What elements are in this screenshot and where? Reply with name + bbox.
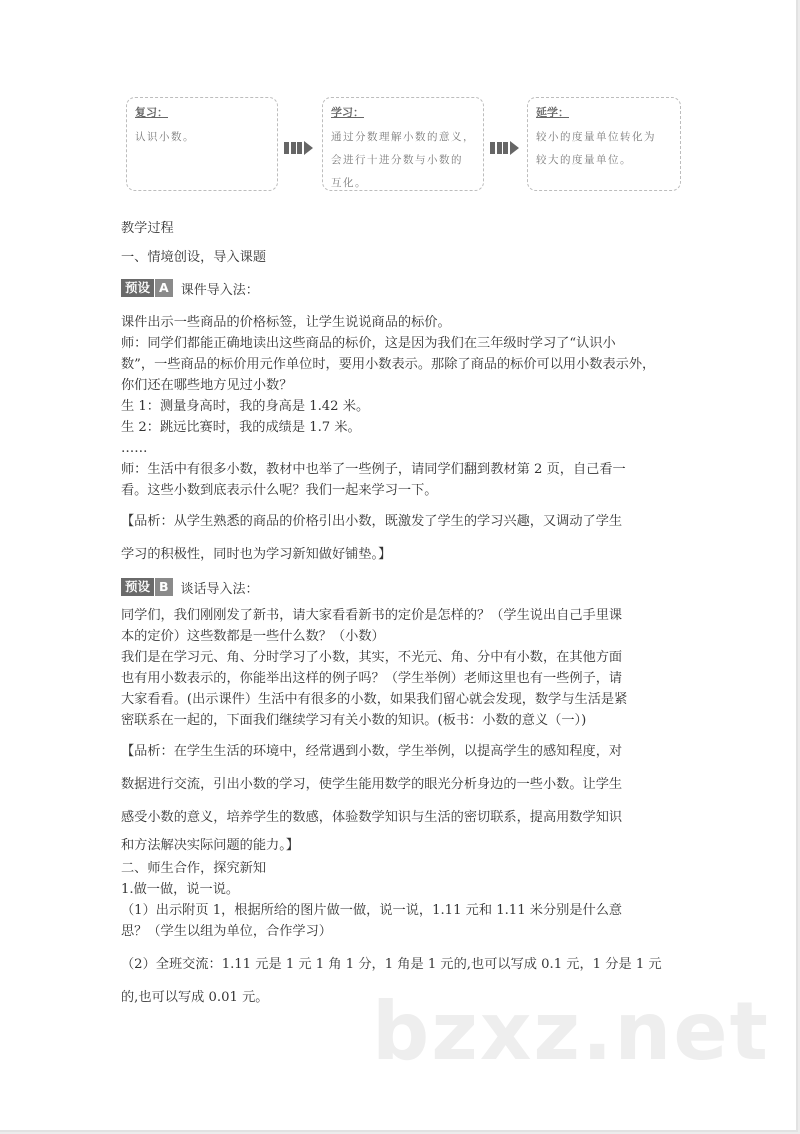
paragraph-line: 大家看看。(出示课件）生活中有很多的小数，如果我们留心就会发现，数学与生活是紧 <box>121 692 628 707</box>
flow-box-text: 互化。 <box>331 177 367 189</box>
preset-a-header <box>121 276 681 300</box>
section-title-1: 一、情境创设，导入课题 <box>121 250 267 265</box>
preset-b-header <box>121 575 681 599</box>
arrow-right-icon <box>490 137 526 153</box>
paragraph-line: 课件出示一些商品的价格标签，让学生说说商品的标价。 <box>121 315 451 330</box>
flow-box-extend <box>527 97 681 191</box>
flow-box-text: 会进行十进分数与小数的 <box>331 154 463 166</box>
flow-box-text: 通过分数理解小数的意义， <box>331 131 475 143</box>
section-title-2: 二、师生合作，探究新知 <box>121 861 267 876</box>
watermark: bzxz.net <box>372 985 770 1078</box>
flow-box-text: 较大的度量单位。 <box>536 154 632 166</box>
analysis-note: 和方法解决实际问题的能力。】 <box>121 838 300 853</box>
preset-badge: 预设 B <box>121 578 173 596</box>
paragraph-line: 的,也可以写成 0.01 元。 <box>121 990 269 1005</box>
paragraph-line: 师：生活中有很多小数，教材中也举了一些例子，请同学们翻到教材第 2 页，自己看一 <box>121 462 626 477</box>
flow-box-title: 学习： <box>331 106 364 119</box>
paragraph-line: 看。这些小数到底表示什么呢？我们一起来学习一下。 <box>121 483 438 498</box>
paragraph-line: 我们是在学习元、角、分时学习了小数，其实，不光元、角、分中有小数，在其他方面 <box>121 650 623 665</box>
flow-box-learn <box>322 97 484 191</box>
lesson-flow-diagram <box>126 97 686 195</box>
paragraph-line: 生 1：测量身高时，我的身高是 1.42 米。 <box>121 399 370 414</box>
paragraph-line: …… <box>121 441 148 456</box>
analysis-note: 数据进行交流，引出小数的学习，使学生能用数学的眼光分析身边的一些小数。让学生 <box>121 777 623 792</box>
paragraph-line: 同学们，我们刚刚发了新书，请大家看看新书的定价是怎样的？（学生说出自己手里课 <box>121 608 623 623</box>
analysis-note: 学习的积极性，同时也为学习新知做好铺垫。】 <box>121 547 392 562</box>
flow-box-title: 复习： <box>135 106 168 119</box>
arrow-right-icon <box>284 137 320 153</box>
paragraph-line: （1）出示附页 1，根据所给的图片做一做，说一说，1.11 元和 1.11 米分别是什么意 <box>121 903 623 918</box>
analysis-note: 感受小数的意义，培养学生的数感，体验数学知识与生活的密切联系，提高用数学知识 <box>121 810 623 825</box>
flow-box-text: 认识小数。 <box>135 131 195 143</box>
paragraph-line: （2）全班交流：1.11 元是 1 元 1 角 1 分，1 角是 1 元的,也可以写成 0.1 元，1 分是 1 元 <box>121 957 662 972</box>
lesson-content <box>121 218 681 1014</box>
section-heading: 教学过程 <box>121 221 174 236</box>
paragraph-line: 密联系在一起的，下面我们继续学习有关小数的知识。(板书：小数的意义（一）) <box>121 713 587 728</box>
analysis-note: 【品析：在学生生活的环境中，经常遇到小数，学生举例，以提高学生的感知程度，对 <box>121 744 623 759</box>
paragraph-line: 数”，一些商品的标价用元作单位时，要用小数表示。那除了商品的标价可以用小数表示外， <box>121 357 656 372</box>
paragraph-line: 生 2：跳远比赛时，我的成绩是 1.7 米。 <box>121 420 361 435</box>
paragraph-line: 你们还在哪些地方见过小数？ <box>121 378 293 393</box>
flow-box-text: 较小的度量单位转化为 <box>536 131 656 143</box>
flow-box-title: 延学： <box>536 106 569 119</box>
flow-box-review <box>126 97 278 191</box>
preset-label: 谈话导入法： <box>180 581 259 597</box>
subsection-title: 1.做一做，说一说。 <box>121 882 240 897</box>
paragraph-line: 也有用小数表示的，你能举出这样的例子吗？（学生举例）老师这里也有一些例子，请 <box>121 671 623 686</box>
analysis-note: 【品析：从学生熟悉的商品的价格引出小数，既激发了学生的学习兴趣，又调动了学生 <box>121 514 623 529</box>
preset-label: 课件导入法： <box>180 282 259 298</box>
paragraph-line: 师：同学们都能正确地读出这些商品的标价，这是因为我们在三年级时学习了“认识小 <box>121 336 616 351</box>
paragraph-line: 本的定价）这些数都是一些什么数？（小数） <box>121 629 385 644</box>
preset-badge: 预设 A <box>121 279 173 297</box>
paragraph-line: 思？（学生以组为单位，合作学习） <box>121 924 332 939</box>
